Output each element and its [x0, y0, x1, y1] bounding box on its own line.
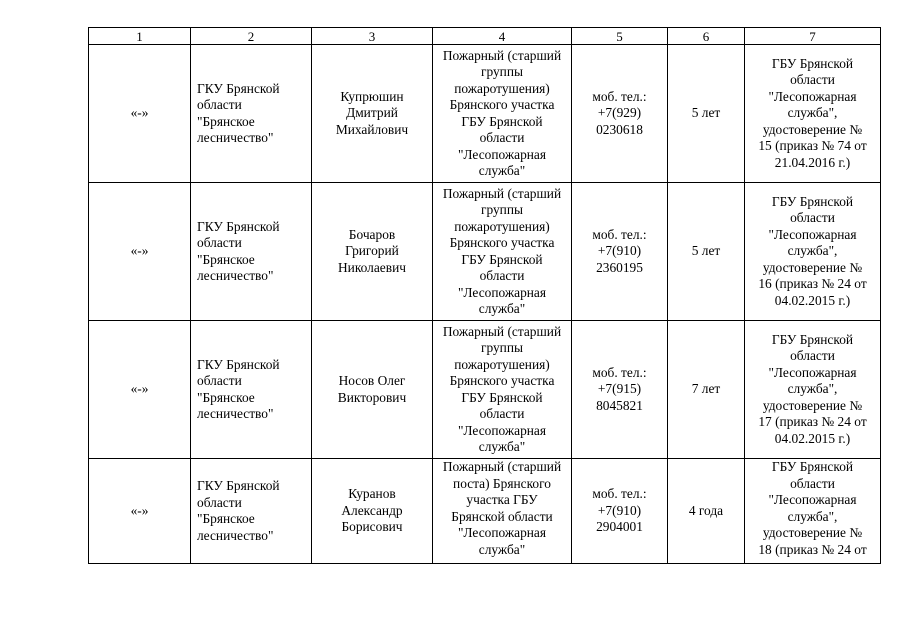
certificate-line: служба",: [787, 381, 838, 397]
certificate-line: "Лесопожарная: [768, 492, 857, 507]
staff-table: [88, 27, 881, 564]
certificate-line: 17 (приказ № 24 от: [758, 414, 867, 430]
org-line: "Брянское: [197, 511, 255, 526]
name-cell: [312, 183, 433, 321]
certificate-line: служба",: [787, 508, 838, 524]
org-line: лесничество": [197, 268, 274, 283]
name-line: Носов Олег: [338, 373, 406, 388]
phone-line: +7(929): [597, 105, 642, 121]
org-line: области: [197, 494, 242, 510]
position-line: Брянского участка: [449, 373, 555, 388]
certificate-line: области: [790, 348, 835, 364]
certificate-cell: [745, 183, 881, 321]
header-cell: 1: [89, 28, 191, 45]
org-line: лесничество": [197, 527, 274, 543]
phone-line: моб. тел.:: [592, 88, 647, 104]
org-line: области: [197, 97, 242, 112]
phone-line: +7(910): [597, 243, 642, 259]
position-line: Брянского участка: [449, 97, 555, 112]
certificate-line: служба",: [787, 243, 838, 259]
name-cell: [312, 459, 433, 564]
mark-cell: «-»: [89, 459, 191, 564]
position-line: области: [479, 130, 525, 145]
certificate-line: 04.02.2015 г.): [774, 430, 851, 446]
position-line: служба": [478, 163, 526, 178]
table-row: [89, 321, 881, 459]
certificate-line: удостоверение №: [762, 259, 863, 275]
document-page: [88, 27, 881, 564]
header-cell: 3: [312, 28, 433, 45]
experience-cell: 5 лет: [668, 183, 745, 321]
certificate-line: ГБУ Брянской: [771, 55, 854, 71]
org-line: "Брянское: [197, 113, 255, 129]
phone-line: +7(910): [597, 502, 642, 518]
phone-line: +7(915): [597, 381, 642, 397]
certificate-line: 18 (приказ № 24 от: [758, 541, 867, 557]
experience-cell: 4 года: [668, 459, 745, 564]
certificate-line: 04.02.2015 г.): [774, 292, 851, 308]
phone-line: 2360195: [596, 259, 643, 275]
organization-cell: [191, 321, 312, 459]
position-line: Пожарный (старший: [442, 323, 562, 339]
certificate-cell: [745, 459, 881, 564]
certificate-line: удостоверение №: [762, 121, 863, 137]
header-cell: 5: [572, 28, 668, 45]
header-cell: 2: [191, 28, 312, 45]
name-line: Борисович: [341, 519, 403, 535]
org-line: ГКУ Брянской: [197, 80, 280, 96]
position-line: служба": [478, 541, 526, 557]
phone-line: моб. тел.:: [592, 364, 647, 380]
org-line: области: [197, 235, 242, 250]
certificate-line: служба",: [787, 105, 838, 121]
position-line: ГБУ Брянской: [461, 251, 543, 267]
name-line: Бочаров: [348, 226, 396, 242]
organization-cell: [191, 45, 312, 183]
name-line: Михайлович: [335, 121, 409, 137]
position-line: "Лесопожарная: [457, 525, 547, 540]
name-line: Дмитрий: [346, 105, 398, 121]
certificate-line: "Лесопожарная: [768, 364, 857, 380]
position-line: пожаротушения): [454, 218, 550, 234]
org-line: лесничество": [197, 130, 274, 145]
org-line: ГКУ Брянской: [197, 218, 280, 234]
position-line: пожаротушения): [454, 80, 550, 96]
position-line: ГБУ Брянской: [461, 113, 543, 129]
certificate-line: области: [790, 210, 835, 226]
certificate-line: ГБУ Брянской: [771, 193, 854, 209]
position-line: Пожарный (старший: [442, 185, 562, 201]
organization-cell: [191, 459, 312, 564]
position-line: группы: [480, 64, 524, 79]
position-cell: [433, 183, 572, 321]
experience-cell: 7 лет: [668, 321, 745, 459]
position-line: участка ГБУ: [466, 492, 538, 507]
org-line: области: [197, 373, 242, 388]
position-line: "Лесопожарная: [457, 146, 547, 162]
header-cell: 7: [745, 28, 881, 45]
certificate-line: 21.04.2016 г.): [774, 154, 851, 170]
phone-line: 0230618: [596, 121, 643, 137]
certificate-line: ГБУ Брянской: [771, 331, 854, 347]
position-line: "Лесопожарная: [457, 422, 547, 438]
phone-cell: [572, 321, 668, 459]
position-cell: [433, 321, 572, 459]
phone-cell: [572, 183, 668, 321]
position-line: Пожарный (старший: [442, 47, 562, 63]
org-line: "Брянское: [197, 251, 255, 267]
org-line: "Брянское: [197, 389, 255, 405]
mark-cell: «-»: [89, 321, 191, 459]
position-line: пожаротушения): [454, 356, 550, 372]
certificate-line: удостоверение №: [762, 525, 863, 540]
position-line: Брянской области: [451, 508, 553, 524]
position-line: группы: [480, 340, 524, 355]
phone-line: моб. тел.:: [592, 486, 647, 502]
position-line: "Лесопожарная: [457, 284, 547, 300]
name-line: Григорий: [345, 243, 399, 259]
certificate-cell: [745, 45, 881, 183]
position-line: области: [479, 406, 525, 421]
position-line: Пожарный (старший: [442, 459, 562, 474]
header-cell: 4: [433, 28, 572, 45]
phone-cell: [572, 45, 668, 183]
certificate-line: "Лесопожарная: [768, 226, 857, 242]
certificate-line: области: [790, 72, 835, 88]
position-line: ГБУ Брянской: [461, 389, 543, 405]
mark-cell: «-»: [89, 45, 191, 183]
certificate-cell: [745, 321, 881, 459]
phone-line: 8045821: [596, 397, 643, 413]
certificate-line: области: [790, 475, 835, 491]
certificate-line: 15 (приказ № 74 от: [758, 138, 867, 154]
org-line: ГКУ Брянской: [197, 478, 280, 493]
position-line: Брянского участка: [449, 235, 555, 250]
org-line: ГКУ Брянской: [197, 356, 280, 372]
certificate-line: "Лесопожарная: [768, 88, 857, 104]
phone-line: 2904001: [596, 519, 643, 535]
position-cell: [433, 459, 572, 564]
header-cell: 6: [668, 28, 745, 45]
organization-cell: [191, 183, 312, 321]
certificate-line: 16 (приказ № 24 от: [758, 276, 867, 292]
position-line: служба": [478, 439, 526, 454]
phone-line: моб. тел.:: [592, 226, 647, 242]
org-line: лесничество": [197, 406, 274, 421]
position-cell: [433, 45, 572, 183]
position-line: поста) Брянского: [453, 475, 551, 491]
position-line: области: [479, 268, 525, 283]
name-line: Куранов: [348, 486, 396, 502]
name-line: Викторович: [337, 389, 407, 405]
header-row: [89, 28, 881, 45]
position-line: служба": [478, 301, 526, 316]
name-line: Николаевич: [338, 259, 406, 275]
table-row: [89, 183, 881, 321]
table-row: [89, 459, 881, 564]
certificate-line: ГБУ Брянской: [771, 459, 854, 474]
name-line: Купрюшин: [340, 88, 404, 104]
name-line: Александр: [341, 502, 403, 518]
table-row: [89, 45, 881, 183]
mark-cell: «-»: [89, 183, 191, 321]
phone-cell: [572, 459, 668, 564]
certificate-line: удостоверение №: [762, 397, 863, 413]
position-line: группы: [480, 202, 524, 217]
name-cell: [312, 45, 433, 183]
experience-cell: 5 лет: [668, 45, 745, 183]
name-cell: [312, 321, 433, 459]
